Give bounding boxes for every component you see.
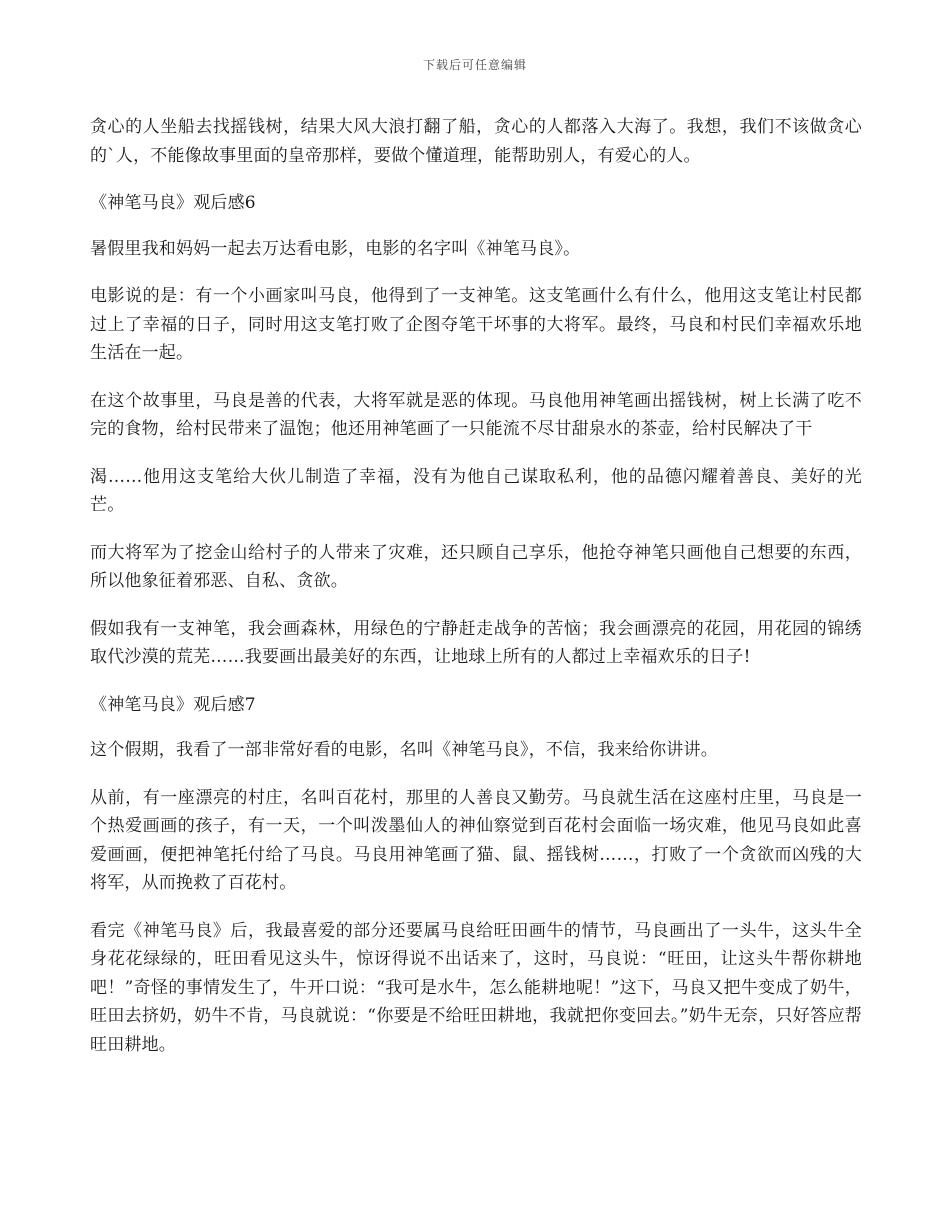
paragraph: 而大将军为了挖金山给村子的人带来了灾难，还只顾自己享乐，他抢夺神笔只画他自己想要的东西，所以他象征着邪恶、自私、贪欲。 <box>90 542 862 591</box>
paragraph: 电影说的是：有一个小画家叫马良，他得到了一支神笔。这支笔画什么有什么，他用这支笔让村民都过上了幸福的日子，同时用这支笔打败了企图夺笔干坏事的大将军。最终，马良和村民们幸福欢乐地生活在一起。 <box>90 286 862 363</box>
paragraph: 假如我有一支神笔，我会画森林，用绿色的宁静赶走战争的苦恼；我会画漂亮的花园，用花园的锦绣取代沙漠的荒芜……我要画出最美好的东西，让地球上所有的人都过上幸福欢乐的日子! <box>90 618 862 667</box>
paragraph: 看完《神笔马良》后，我最喜爱的部分还要属马良给旺田画牛的情节，马良画出了一头牛，这头牛全身花花绿绿的，旺田看见这头牛，惊讶得说不出话来了，这时，马良说：“旺田，让这头牛帮你耕地吧！”奇怪的事情发生了，牛开口说：“我可是水牛，怎么能耕地呢！”这下，马良又把牛变成了奶牛，旺田去挤奶，奶牛不肯，马良就说：“你要是不给旺田耕地，我就把你变回去。”奶牛无奈，只好答应帮旺田耕地。 <box>90 920 862 1055</box>
section-heading: 《神笔马良》观后感7 <box>90 694 256 715</box>
document-body <box>90 113 862 1078</box>
section-heading: 《神笔马良》观后感6 <box>90 193 256 213</box>
paragraph: 从前，有一座漂亮的村庄，名叫百花村，那里的人善良又勤劳。马良就生活在这座村庄里，马良是一个热爱画画的孩子，有一天，一个叫泼墨仙人的神仙察觉到百花村会面临一场灾难，他见马良如此喜爱画画，便把神笔托付给了马良。马良用神笔画了猫、鼠、摇钱树……，打败了一个贪欲而凶残的大将军，从而挽救了百花村。 <box>90 787 862 893</box>
paragraph: 暑假里我和妈妈一起去万达看电影，电影的名字叫《神笔马良》。 <box>90 238 581 259</box>
paragraph: 这个假期，我看了一部非常好看的电影，名叫《神笔马良》，不信，我来给你讲讲。 <box>90 740 718 760</box>
page-header: 下载后可任意编辑 <box>422 58 527 72</box>
paragraph: 贪心的人坐船去找摇钱树，结果大风大浪打翻了船，贪心的人都落入大海了。我想，我们不该做贪心的`人，不能像故事里面的皇帝那样，要做个懂道理，能帮助别人，有爱心的人。 <box>90 117 862 166</box>
paragraph: 在这个故事里，马良是善的代表，大将军就是恶的体现。马良他用神笔画出摇钱树，树上长满了吃不完的食物，给村民带来了温饱；他还用神笔画了一只能流不尽甘甜泉水的茶壶，给村民解决了干 <box>90 390 862 439</box>
paragraph: 渴……他用这支笔给大伙儿制造了幸福，没有为他自己谋取私利，他的品德闪耀着善良、美好的光芒。 <box>90 466 862 515</box>
